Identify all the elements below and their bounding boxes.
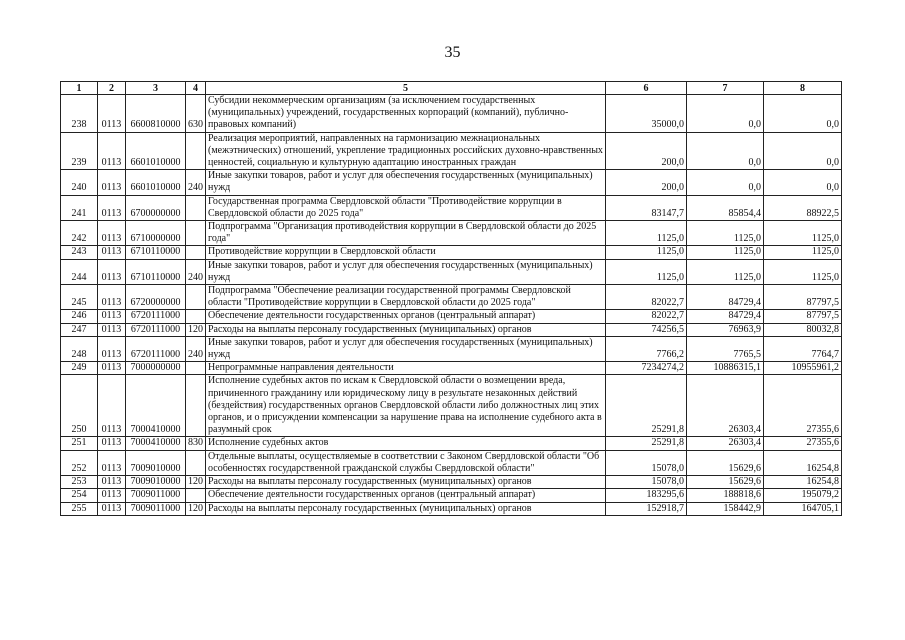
item-name-cell: Субсидии некоммерческим организациям (за исключением государственных (муниципальных) учреждений, государственных корпораций (компаний), публично-правовых компаний) <box>206 95 606 133</box>
table-row <box>61 95 842 133</box>
target-article-code-cell: 6710110000 <box>126 259 186 284</box>
column-header-1: 1 <box>61 82 98 95</box>
amount-col6-cell: 1125,0 <box>606 246 687 259</box>
target-article-code-cell: 7009011000 <box>126 489 186 502</box>
expense-type-cell: 240 <box>186 336 206 361</box>
table-row <box>61 170 842 195</box>
item-name-cell: Исполнение судебных актов по искам к Свердловской области о возмещении вреда, причиненного гражданину или юридическому лицу в результате незаконных действий (бездействия) государственных органов Свердловской области либо должностных лиц этих органов, и о присуждении компенсации за нарушение права на исполнение судебного акта в разумный срок <box>206 375 606 437</box>
amount-col7-cell: 26303,4 <box>687 437 764 450</box>
table-row <box>61 132 842 170</box>
item-name-cell: Подпрограмма "Организация противодействия коррупции в Свердловской области до 2025 года" <box>206 221 606 246</box>
target-article-code-cell: 6720111000 <box>126 336 186 361</box>
section-code-cell: 0113 <box>98 502 126 515</box>
amount-col7-cell: 1125,0 <box>687 259 764 284</box>
amount-col8-cell: 87797,5 <box>764 310 842 323</box>
target-article-code-cell: 7009010000 <box>126 476 186 489</box>
row-number-cell: 241 <box>61 195 98 220</box>
section-code-cell: 0113 <box>98 310 126 323</box>
row-number-cell: 248 <box>61 336 98 361</box>
expense-type-cell <box>186 285 206 310</box>
expense-type-cell <box>186 375 206 437</box>
expense-type-cell <box>186 132 206 170</box>
row-number-cell: 244 <box>61 259 98 284</box>
target-article-code-cell: 6720000000 <box>126 285 186 310</box>
table-row <box>61 323 842 336</box>
target-article-code-cell: 6720111000 <box>126 310 186 323</box>
amount-col8-cell: 0,0 <box>764 95 842 133</box>
column-header-7: 7 <box>687 82 764 95</box>
amount-col7-cell: 1125,0 <box>687 246 764 259</box>
table-row <box>61 489 842 502</box>
table-header-row <box>61 82 842 95</box>
item-name-cell: Государственная программа Свердловской области "Противодействие коррупции в Свердловской области до 2025 года" <box>206 195 606 220</box>
amount-col6-cell: 15078,0 <box>606 476 687 489</box>
expense-type-cell: 240 <box>186 259 206 284</box>
table-row <box>61 362 842 375</box>
section-code-cell: 0113 <box>98 362 126 375</box>
amount-col7-cell: 158442,9 <box>687 502 764 515</box>
item-name-cell: Обеспечение деятельности государственных органов (центральный аппарат) <box>206 310 606 323</box>
amount-col8-cell: 10955961,2 <box>764 362 842 375</box>
amount-col6-cell: 1125,0 <box>606 259 687 284</box>
amount-col8-cell: 16254,8 <box>764 450 842 475</box>
target-article-code-cell: 7000000000 <box>126 362 186 375</box>
row-number-cell: 247 <box>61 323 98 336</box>
amount-col8-cell: 87797,5 <box>764 285 842 310</box>
column-header-5: 5 <box>206 82 606 95</box>
section-code-cell: 0113 <box>98 489 126 502</box>
amount-col6-cell: 200,0 <box>606 132 687 170</box>
expense-type-cell <box>186 246 206 259</box>
column-header-4: 4 <box>186 82 206 95</box>
table-row <box>61 285 842 310</box>
amount-col8-cell: 7764,7 <box>764 336 842 361</box>
amount-col8-cell: 80032,8 <box>764 323 842 336</box>
section-code-cell: 0113 <box>98 323 126 336</box>
amount-col7-cell: 85854,4 <box>687 195 764 220</box>
amount-col7-cell: 1125,0 <box>687 221 764 246</box>
amount-col6-cell: 152918,7 <box>606 502 687 515</box>
row-number-cell: 242 <box>61 221 98 246</box>
amount-col6-cell: 25291,8 <box>606 437 687 450</box>
amount-col7-cell: 0,0 <box>687 95 764 133</box>
row-number-cell: 252 <box>61 450 98 475</box>
table-row <box>61 259 842 284</box>
row-number-cell: 243 <box>61 246 98 259</box>
amount-col6-cell: 183295,6 <box>606 489 687 502</box>
amount-col8-cell: 164705,1 <box>764 502 842 515</box>
section-code-cell: 0113 <box>98 195 126 220</box>
expense-type-cell <box>186 221 206 246</box>
row-number-cell: 245 <box>61 285 98 310</box>
target-article-code-cell: 6601010000 <box>126 132 186 170</box>
amount-col8-cell: 1125,0 <box>764 221 842 246</box>
section-code-cell: 0113 <box>98 132 126 170</box>
item-name-cell: Иные закупки товаров, работ и услуг для обеспечения государственных (муниципальных) нужд <box>206 259 606 284</box>
row-number-cell: 255 <box>61 502 98 515</box>
item-name-cell: Иные закупки товаров, работ и услуг для обеспечения государственных (муниципальных) нужд <box>206 336 606 361</box>
item-name-cell: Расходы на выплаты персоналу государственных (муниципальных) органов <box>206 502 606 515</box>
section-code-cell: 0113 <box>98 170 126 195</box>
section-code-cell: 0113 <box>98 375 126 437</box>
target-article-code-cell: 7009011000 <box>126 502 186 515</box>
row-number-cell: 250 <box>61 375 98 437</box>
row-number-cell: 251 <box>61 437 98 450</box>
item-name-cell: Расходы на выплаты персоналу государственных (муниципальных) органов <box>206 323 606 336</box>
target-article-code-cell: 7009010000 <box>126 450 186 475</box>
table-row <box>61 450 842 475</box>
amount-col7-cell: 10886315,1 <box>687 362 764 375</box>
amount-col7-cell: 7765,5 <box>687 336 764 361</box>
item-name-cell: Отдельные выплаты, осуществляемые в соответствии с Законом Свердловской области "Об особенностях государственной гражданской службы Свердловской области" <box>206 450 606 475</box>
row-number-cell: 253 <box>61 476 98 489</box>
expense-type-cell: 120 <box>186 502 206 515</box>
expense-type-cell <box>186 195 206 220</box>
amount-col6-cell: 83147,7 <box>606 195 687 220</box>
row-number-cell: 239 <box>61 132 98 170</box>
item-name-cell: Расходы на выплаты персоналу государственных (муниципальных) органов <box>206 476 606 489</box>
amount-col6-cell: 7766,2 <box>606 336 687 361</box>
column-header-6: 6 <box>606 82 687 95</box>
amount-col6-cell: 15078,0 <box>606 450 687 475</box>
page-number: 35 <box>444 44 461 61</box>
section-code-cell: 0113 <box>98 450 126 475</box>
row-number-cell: 246 <box>61 310 98 323</box>
target-article-code-cell: 7000410000 <box>126 375 186 437</box>
amount-col6-cell: 82022,7 <box>606 310 687 323</box>
item-name-cell: Противодействие коррупции в Свердловской области <box>206 246 606 259</box>
table-body <box>61 95 842 516</box>
expense-type-cell <box>186 310 206 323</box>
section-code-cell: 0113 <box>98 221 126 246</box>
amount-col6-cell: 1125,0 <box>606 221 687 246</box>
amount-col8-cell: 1125,0 <box>764 259 842 284</box>
amount-col8-cell: 16254,8 <box>764 476 842 489</box>
expense-type-cell: 830 <box>186 437 206 450</box>
amount-col7-cell: 0,0 <box>687 132 764 170</box>
section-code-cell: 0113 <box>98 259 126 284</box>
table-row <box>61 195 842 220</box>
amount-col7-cell: 0,0 <box>687 170 764 195</box>
target-article-code-cell: 6710110000 <box>126 246 186 259</box>
section-code-cell: 0113 <box>98 437 126 450</box>
expense-type-cell: 120 <box>186 323 206 336</box>
item-name-cell: Непрограммные направления деятельности <box>206 362 606 375</box>
amount-col8-cell: 0,0 <box>764 132 842 170</box>
expense-type-cell: 630 <box>186 95 206 133</box>
amount-col8-cell: 195079,2 <box>764 489 842 502</box>
expense-type-cell <box>186 362 206 375</box>
item-name-cell: Реализация мероприятий, направленных на гармонизацию межнациональных (межэтнических) отношений, укрепление традиционных российских духовно-нравственных ценностей, социальную и культурную адаптацию иностранных граждан <box>206 132 606 170</box>
target-article-code-cell: 7000410000 <box>126 437 186 450</box>
amount-col7-cell: 188818,6 <box>687 489 764 502</box>
amount-col6-cell: 35000,0 <box>606 95 687 133</box>
budget-table <box>60 81 842 516</box>
amount-col8-cell: 0,0 <box>764 170 842 195</box>
section-code-cell: 0113 <box>98 246 126 259</box>
row-number-cell: 254 <box>61 489 98 502</box>
table-row <box>61 476 842 489</box>
table-row <box>61 246 842 259</box>
amount-col8-cell: 88922,5 <box>764 195 842 220</box>
amount-col8-cell: 27355,6 <box>764 437 842 450</box>
column-header-8: 8 <box>764 82 842 95</box>
amount-col7-cell: 84729,4 <box>687 310 764 323</box>
row-number-cell: 238 <box>61 95 98 133</box>
expense-type-cell: 240 <box>186 170 206 195</box>
section-code-cell: 0113 <box>98 336 126 361</box>
amount-col8-cell: 1125,0 <box>764 246 842 259</box>
target-article-code-cell: 6600810000 <box>126 95 186 133</box>
amount-col6-cell: 7234274,2 <box>606 362 687 375</box>
amount-col7-cell: 15629,6 <box>687 476 764 489</box>
amount-col7-cell: 15629,6 <box>687 450 764 475</box>
table-row <box>61 437 842 450</box>
table-row <box>61 310 842 323</box>
target-article-code-cell: 6700000000 <box>126 195 186 220</box>
expense-type-cell <box>186 450 206 475</box>
item-name-cell: Подпрограмма "Обеспечение реализации государственной программы Свердловской области "Противодействие коррупции в Свердловской области до 2025 года" <box>206 285 606 310</box>
table-row <box>61 502 842 515</box>
expense-type-cell <box>186 489 206 502</box>
target-article-code-cell: 6720111000 <box>126 323 186 336</box>
amount-col8-cell: 27355,6 <box>764 375 842 437</box>
amount-col6-cell: 200,0 <box>606 170 687 195</box>
column-header-3: 3 <box>126 82 186 95</box>
table-row <box>61 375 842 437</box>
column-header-2: 2 <box>98 82 126 95</box>
section-code-cell: 0113 <box>98 476 126 489</box>
item-name-cell: Обеспечение деятельности государственных органов (центральный аппарат) <box>206 489 606 502</box>
item-name-cell: Иные закупки товаров, работ и услуг для обеспечения государственных (муниципальных) нужд <box>206 170 606 195</box>
expense-type-cell: 120 <box>186 476 206 489</box>
amount-col7-cell: 26303,4 <box>687 375 764 437</box>
row-number-cell: 249 <box>61 362 98 375</box>
table-row <box>61 221 842 246</box>
amount-col6-cell: 25291,8 <box>606 375 687 437</box>
target-article-code-cell: 6710000000 <box>126 221 186 246</box>
amount-col6-cell: 82022,7 <box>606 285 687 310</box>
section-code-cell: 0113 <box>98 95 126 133</box>
table-row <box>61 336 842 361</box>
section-code-cell: 0113 <box>98 285 126 310</box>
target-article-code-cell: 6601010000 <box>126 170 186 195</box>
amount-col7-cell: 76963,9 <box>687 323 764 336</box>
amount-col6-cell: 74256,5 <box>606 323 687 336</box>
item-name-cell: Исполнение судебных актов <box>206 437 606 450</box>
amount-col7-cell: 84729,4 <box>687 285 764 310</box>
row-number-cell: 240 <box>61 170 98 195</box>
